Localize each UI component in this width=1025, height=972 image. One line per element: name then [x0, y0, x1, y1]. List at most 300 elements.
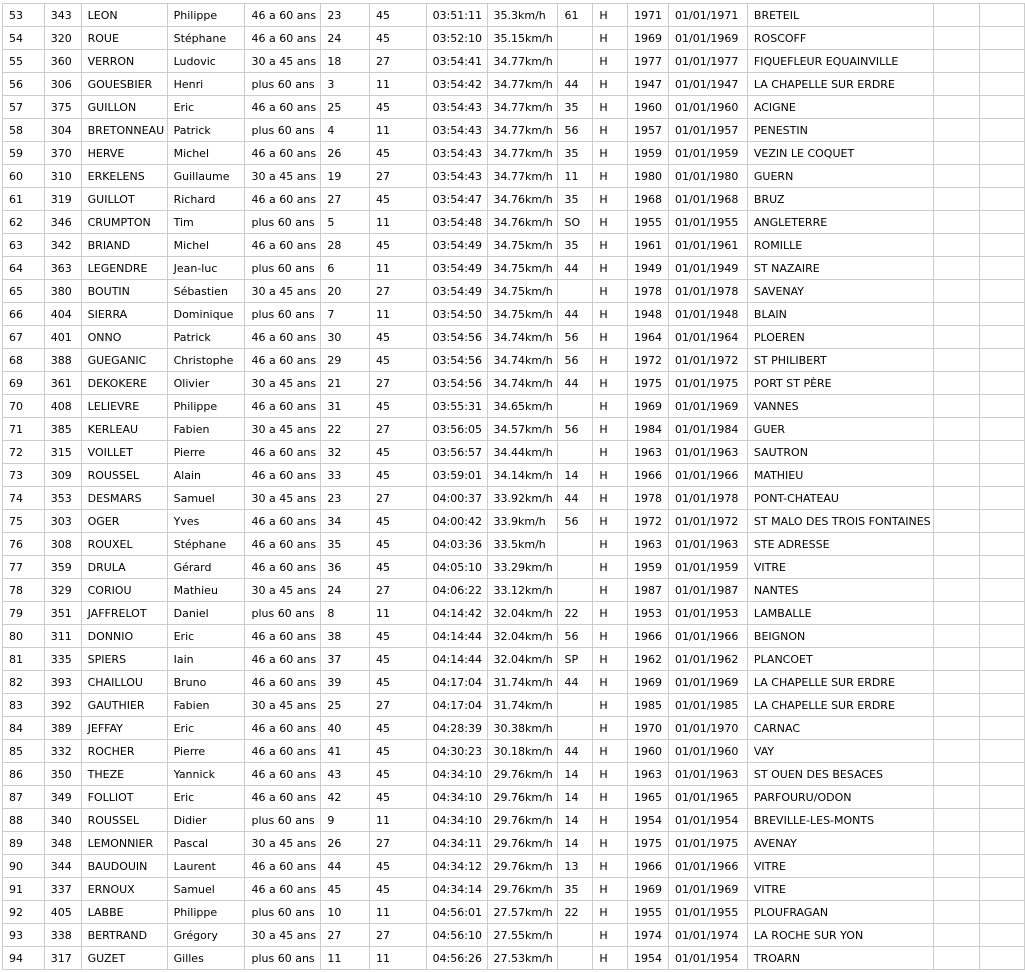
cell-rank: 81	[3, 648, 45, 671]
cell-category_size: 27	[370, 418, 427, 441]
cell-category_size: 27	[370, 487, 427, 510]
cell-category_rank: 40	[321, 717, 370, 740]
cell-time: 04:34:10	[426, 809, 487, 832]
cell-time: 04:30:23	[426, 740, 487, 763]
cell-first_name: Philippe	[167, 901, 245, 924]
cell-last_name: DESMARS	[81, 487, 167, 510]
cell-last_name: ROUSSEL	[81, 809, 167, 832]
cell-category_rank: 19	[321, 165, 370, 188]
cell-department: SP	[558, 648, 593, 671]
cell-blank_1	[933, 4, 979, 27]
cell-city: SAVENAY	[747, 280, 933, 303]
cell-speed: 27.57km/h	[487, 901, 558, 924]
cell-blank_1	[933, 625, 979, 648]
cell-birth_date: 01/01/1964	[669, 326, 748, 349]
cell-category_rank: 10	[321, 901, 370, 924]
cell-first_name: Pierre	[167, 441, 245, 464]
cell-rank: 58	[3, 119, 45, 142]
cell-blank_2	[980, 27, 1025, 50]
table-row	[3, 786, 1025, 809]
cell-department: 44	[558, 372, 593, 395]
cell-last_name: BRETONNEAU	[81, 119, 167, 142]
cell-city: VITRE	[747, 855, 933, 878]
cell-blank_1	[933, 119, 979, 142]
cell-blank_1	[933, 441, 979, 464]
cell-category_size: 11	[370, 303, 427, 326]
cell-city: STE ADRESSE	[747, 533, 933, 556]
cell-speed: 35.3km/h	[487, 4, 558, 27]
cell-time: 04:05:10	[426, 556, 487, 579]
cell-blank_2	[980, 395, 1025, 418]
cell-birth_year: 1957	[628, 119, 669, 142]
cell-last_name: GUILLON	[81, 96, 167, 119]
cell-gender: H	[593, 556, 628, 579]
cell-blank_2	[980, 901, 1025, 924]
cell-rank: 91	[3, 878, 45, 901]
cell-speed: 34.75km/h	[487, 303, 558, 326]
cell-category_rank: 25	[321, 96, 370, 119]
cell-rank: 54	[3, 27, 45, 50]
cell-blank_1	[933, 579, 979, 602]
cell-last_name: HERVE	[81, 142, 167, 165]
cell-age_category: 46 a 60 ans	[245, 671, 321, 694]
cell-category_size: 45	[370, 648, 427, 671]
cell-rank: 72	[3, 441, 45, 464]
cell-age_category: 30 a 45 ans	[245, 924, 321, 947]
cell-department	[558, 694, 593, 717]
cell-department	[558, 579, 593, 602]
cell-blank_2	[980, 464, 1025, 487]
table-row	[3, 763, 1025, 786]
cell-speed: 33.92km/h	[487, 487, 558, 510]
cell-age_category: 46 a 60 ans	[245, 533, 321, 556]
cell-speed: 34.77km/h	[487, 165, 558, 188]
cell-category_rank: 22	[321, 418, 370, 441]
cell-speed: 34.74km/h	[487, 372, 558, 395]
cell-rank: 70	[3, 395, 45, 418]
cell-department: 56	[558, 510, 593, 533]
cell-bib_number: 388	[44, 349, 81, 372]
cell-birth_date: 01/01/1949	[669, 257, 748, 280]
cell-first_name: Fabien	[167, 694, 245, 717]
cell-last_name: JAFFRELOT	[81, 602, 167, 625]
cell-bib_number: 342	[44, 234, 81, 257]
table-row	[3, 832, 1025, 855]
cell-birth_year: 1984	[628, 418, 669, 441]
cell-time: 04:14:44	[426, 625, 487, 648]
cell-bib_number: 353	[44, 487, 81, 510]
cell-birth_year: 1955	[628, 211, 669, 234]
cell-bib_number: 315	[44, 441, 81, 464]
cell-category_rank: 27	[321, 924, 370, 947]
cell-blank_2	[980, 418, 1025, 441]
cell-department: 35	[558, 234, 593, 257]
cell-blank_2	[980, 625, 1025, 648]
cell-city: SAUTRON	[747, 441, 933, 464]
cell-bib_number: 359	[44, 556, 81, 579]
cell-rank: 78	[3, 579, 45, 602]
cell-last_name: SPIERS	[81, 648, 167, 671]
cell-rank: 67	[3, 326, 45, 349]
cell-speed: 34.77km/h	[487, 142, 558, 165]
cell-blank_2	[980, 257, 1025, 280]
cell-speed: 33.12km/h	[487, 579, 558, 602]
cell-last_name: LEMONNIER	[81, 832, 167, 855]
cell-time: 04:56:01	[426, 901, 487, 924]
cell-time: 03:54:56	[426, 326, 487, 349]
cell-first_name: Michel	[167, 234, 245, 257]
cell-first_name: Olivier	[167, 372, 245, 395]
cell-category_size: 11	[370, 119, 427, 142]
cell-birth_date: 01/01/1966	[669, 464, 748, 487]
cell-gender: H	[593, 579, 628, 602]
cell-category_size: 45	[370, 740, 427, 763]
cell-city: BRUZ	[747, 188, 933, 211]
cell-bib_number: 346	[44, 211, 81, 234]
cell-category_size: 45	[370, 510, 427, 533]
cell-blank_1	[933, 395, 979, 418]
cell-blank_1	[933, 694, 979, 717]
cell-rank: 56	[3, 73, 45, 96]
cell-first_name: Henri	[167, 73, 245, 96]
cell-age_category: plus 60 ans	[245, 303, 321, 326]
cell-speed: 34.76km/h	[487, 211, 558, 234]
cell-birth_year: 1960	[628, 740, 669, 763]
cell-last_name: THEZE	[81, 763, 167, 786]
cell-bib_number: 351	[44, 602, 81, 625]
cell-department: 22	[558, 901, 593, 924]
cell-city: PLANCOET	[747, 648, 933, 671]
cell-blank_2	[980, 533, 1025, 556]
cell-time: 03:52:10	[426, 27, 487, 50]
cell-last_name: GUILLOT	[81, 188, 167, 211]
cell-last_name: ROUXEL	[81, 533, 167, 556]
cell-category_size: 45	[370, 395, 427, 418]
cell-gender: H	[593, 809, 628, 832]
cell-category_size: 45	[370, 441, 427, 464]
cell-category_size: 27	[370, 372, 427, 395]
cell-birth_date: 01/01/1963	[669, 441, 748, 464]
cell-bib_number: 338	[44, 924, 81, 947]
cell-category_size: 45	[370, 786, 427, 809]
cell-birth_year: 1954	[628, 809, 669, 832]
cell-blank_2	[980, 579, 1025, 602]
cell-city: BREVILLE-LES-MONTS	[747, 809, 933, 832]
cell-category_size: 45	[370, 533, 427, 556]
cell-birth_year: 1959	[628, 556, 669, 579]
table-row	[3, 947, 1025, 970]
cell-time: 03:54:42	[426, 73, 487, 96]
cell-category_rank: 5	[321, 211, 370, 234]
cell-rank: 93	[3, 924, 45, 947]
cell-category_size: 27	[370, 832, 427, 855]
cell-bib_number: 319	[44, 188, 81, 211]
cell-blank_1	[933, 855, 979, 878]
cell-gender: H	[593, 257, 628, 280]
cell-last_name: ERNOUX	[81, 878, 167, 901]
cell-blank_2	[980, 510, 1025, 533]
cell-blank_1	[933, 602, 979, 625]
cell-first_name: Patrick	[167, 326, 245, 349]
cell-city: ANGLETERRE	[747, 211, 933, 234]
cell-bib_number: 303	[44, 510, 81, 533]
cell-category_size: 45	[370, 763, 427, 786]
cell-category_rank: 33	[321, 464, 370, 487]
cell-speed: 33.5km/h	[487, 533, 558, 556]
cell-category_size: 45	[370, 142, 427, 165]
cell-city: LA CHAPELLE SUR ERDRE	[747, 671, 933, 694]
cell-department: 44	[558, 73, 593, 96]
cell-city: VANNES	[747, 395, 933, 418]
cell-birth_date: 01/01/1954	[669, 809, 748, 832]
cell-birth_date: 01/01/1969	[669, 27, 748, 50]
cell-first_name: Daniel	[167, 602, 245, 625]
cell-bib_number: 350	[44, 763, 81, 786]
cell-rank: 71	[3, 418, 45, 441]
cell-gender: H	[593, 441, 628, 464]
cell-birth_year: 1962	[628, 648, 669, 671]
cell-category_size: 11	[370, 809, 427, 832]
cell-department: SO	[558, 211, 593, 234]
cell-last_name: DONNIO	[81, 625, 167, 648]
cell-first_name: Yannick	[167, 763, 245, 786]
cell-department: 44	[558, 303, 593, 326]
cell-birth_date: 01/01/1960	[669, 96, 748, 119]
cell-time: 03:54:48	[426, 211, 487, 234]
cell-time: 04:56:26	[426, 947, 487, 970]
cell-last_name: CRUMPTON	[81, 211, 167, 234]
cell-category_size: 11	[370, 602, 427, 625]
cell-bib_number: 306	[44, 73, 81, 96]
cell-city: LA CHAPELLE SUR ERDRE	[747, 694, 933, 717]
cell-category_rank: 7	[321, 303, 370, 326]
cell-category_size: 27	[370, 694, 427, 717]
table-row	[3, 96, 1025, 119]
cell-rank: 55	[3, 50, 45, 73]
cell-rank: 85	[3, 740, 45, 763]
cell-city: ACIGNE	[747, 96, 933, 119]
cell-blank_2	[980, 303, 1025, 326]
cell-birth_year: 1963	[628, 441, 669, 464]
cell-blank_2	[980, 326, 1025, 349]
cell-blank_1	[933, 349, 979, 372]
cell-category_rank: 23	[321, 487, 370, 510]
cell-speed: 34.77km/h	[487, 96, 558, 119]
cell-blank_2	[980, 671, 1025, 694]
cell-category_rank: 24	[321, 579, 370, 602]
cell-speed: 29.76km/h	[487, 832, 558, 855]
cell-gender: H	[593, 73, 628, 96]
cell-rank: 90	[3, 855, 45, 878]
cell-category_rank: 23	[321, 4, 370, 27]
cell-blank_2	[980, 694, 1025, 717]
cell-last_name: ONNO	[81, 326, 167, 349]
cell-speed: 31.74km/h	[487, 671, 558, 694]
cell-speed: 30.38km/h	[487, 717, 558, 740]
table-row	[3, 694, 1025, 717]
cell-time: 04:34:12	[426, 855, 487, 878]
cell-gender: H	[593, 694, 628, 717]
cell-age_category: 30 a 45 ans	[245, 280, 321, 303]
cell-bib_number: 393	[44, 671, 81, 694]
cell-gender: H	[593, 832, 628, 855]
cell-first_name: Dominique	[167, 303, 245, 326]
table-row	[3, 671, 1025, 694]
cell-city: LAMBALLE	[747, 602, 933, 625]
cell-speed: 34.75km/h	[487, 257, 558, 280]
cell-time: 03:54:49	[426, 234, 487, 257]
cell-speed: 34.77km/h	[487, 119, 558, 142]
cell-first_name: Didier	[167, 809, 245, 832]
cell-category_rank: 26	[321, 832, 370, 855]
cell-rank: 60	[3, 165, 45, 188]
table-row	[3, 349, 1025, 372]
cell-first_name: Gérard	[167, 556, 245, 579]
table-row	[3, 533, 1025, 556]
cell-birth_date: 01/01/1968	[669, 188, 748, 211]
cell-department	[558, 27, 593, 50]
cell-first_name: Stéphane	[167, 533, 245, 556]
cell-birth_year: 1959	[628, 142, 669, 165]
cell-time: 03:54:43	[426, 165, 487, 188]
table-row	[3, 441, 1025, 464]
cell-category_size: 45	[370, 878, 427, 901]
cell-speed: 32.04km/h	[487, 648, 558, 671]
cell-first_name: Richard	[167, 188, 245, 211]
cell-last_name: ERKELENS	[81, 165, 167, 188]
cell-gender: H	[593, 50, 628, 73]
cell-speed: 32.04km/h	[487, 602, 558, 625]
cell-category_size: 11	[370, 211, 427, 234]
cell-category_rank: 42	[321, 786, 370, 809]
cell-birth_year: 1947	[628, 73, 669, 96]
table-row	[3, 487, 1025, 510]
cell-blank_2	[980, 280, 1025, 303]
cell-rank: 66	[3, 303, 45, 326]
cell-birth_year: 1980	[628, 165, 669, 188]
cell-bib_number: 405	[44, 901, 81, 924]
table-row	[3, 303, 1025, 326]
cell-city: ST NAZAIRE	[747, 257, 933, 280]
table-row	[3, 648, 1025, 671]
cell-birth_year: 1978	[628, 487, 669, 510]
cell-birth_year: 1969	[628, 878, 669, 901]
cell-birth_year: 1985	[628, 694, 669, 717]
cell-gender: H	[593, 303, 628, 326]
cell-rank: 69	[3, 372, 45, 395]
cell-gender: H	[593, 533, 628, 556]
cell-birth_year: 1969	[628, 395, 669, 418]
cell-last_name: VERRON	[81, 50, 167, 73]
cell-department: 44	[558, 671, 593, 694]
cell-city: ST MALO DES TROIS FONTAINES	[747, 510, 933, 533]
cell-department: 35	[558, 188, 593, 211]
cell-bib_number: 317	[44, 947, 81, 970]
table-row	[3, 418, 1025, 441]
cell-blank_1	[933, 832, 979, 855]
cell-category_rank: 4	[321, 119, 370, 142]
cell-blank_1	[933, 165, 979, 188]
cell-blank_2	[980, 96, 1025, 119]
cell-gender: H	[593, 142, 628, 165]
cell-gender: H	[593, 740, 628, 763]
table-row	[3, 855, 1025, 878]
cell-gender: H	[593, 372, 628, 395]
cell-department: 61	[558, 4, 593, 27]
cell-birth_date: 01/01/1947	[669, 73, 748, 96]
cell-birth_date: 01/01/1954	[669, 947, 748, 970]
cell-birth_date: 01/01/1948	[669, 303, 748, 326]
cell-category_rank: 11	[321, 947, 370, 970]
cell-gender: H	[593, 326, 628, 349]
cell-blank_1	[933, 303, 979, 326]
cell-city: BRETEIL	[747, 4, 933, 27]
cell-city: PLOUFRAGAN	[747, 901, 933, 924]
cell-category_size: 45	[370, 556, 427, 579]
cell-department: 13	[558, 855, 593, 878]
cell-city: BEIGNON	[747, 625, 933, 648]
cell-rank: 86	[3, 763, 45, 786]
cell-blank_1	[933, 947, 979, 970]
cell-birth_date: 01/01/1965	[669, 786, 748, 809]
cell-time: 04:28:39	[426, 717, 487, 740]
cell-age_category: 46 a 60 ans	[245, 855, 321, 878]
cell-blank_1	[933, 211, 979, 234]
cell-category_rank: 44	[321, 855, 370, 878]
cell-department: 14	[558, 464, 593, 487]
cell-gender: H	[593, 924, 628, 947]
cell-time: 03:51:11	[426, 4, 487, 27]
cell-category_rank: 6	[321, 257, 370, 280]
cell-category_size: 11	[370, 257, 427, 280]
cell-speed: 32.04km/h	[487, 625, 558, 648]
cell-first_name: Yves	[167, 510, 245, 533]
cell-birth_date: 01/01/1962	[669, 648, 748, 671]
cell-birth_date: 01/01/1987	[669, 579, 748, 602]
table-row	[3, 4, 1025, 27]
cell-birth_year: 1971	[628, 4, 669, 27]
table-row	[3, 625, 1025, 648]
cell-city: AVENAY	[747, 832, 933, 855]
cell-time: 03:56:57	[426, 441, 487, 464]
cell-age_category: plus 60 ans	[245, 901, 321, 924]
cell-blank_1	[933, 280, 979, 303]
cell-speed: 34.74km/h	[487, 349, 558, 372]
cell-category_rank: 37	[321, 648, 370, 671]
cell-department: 35	[558, 142, 593, 165]
cell-gender: H	[593, 418, 628, 441]
cell-age_category: 46 a 60 ans	[245, 786, 321, 809]
cell-time: 03:59:01	[426, 464, 487, 487]
cell-first_name: Fabien	[167, 418, 245, 441]
cell-age_category: 30 a 45 ans	[245, 165, 321, 188]
cell-first_name: Bruno	[167, 671, 245, 694]
cell-department	[558, 947, 593, 970]
cell-first_name: Ludovic	[167, 50, 245, 73]
cell-age_category: 46 a 60 ans	[245, 740, 321, 763]
cell-birth_date: 01/01/1984	[669, 418, 748, 441]
cell-birth_date: 01/01/1966	[669, 625, 748, 648]
cell-last_name: KERLEAU	[81, 418, 167, 441]
cell-category_rank: 29	[321, 349, 370, 372]
cell-category_rank: 30	[321, 326, 370, 349]
cell-blank_2	[980, 165, 1025, 188]
cell-rank: 57	[3, 96, 45, 119]
cell-blank_2	[980, 441, 1025, 464]
cell-rank: 74	[3, 487, 45, 510]
cell-birth_year: 1974	[628, 924, 669, 947]
table-row	[3, 326, 1025, 349]
